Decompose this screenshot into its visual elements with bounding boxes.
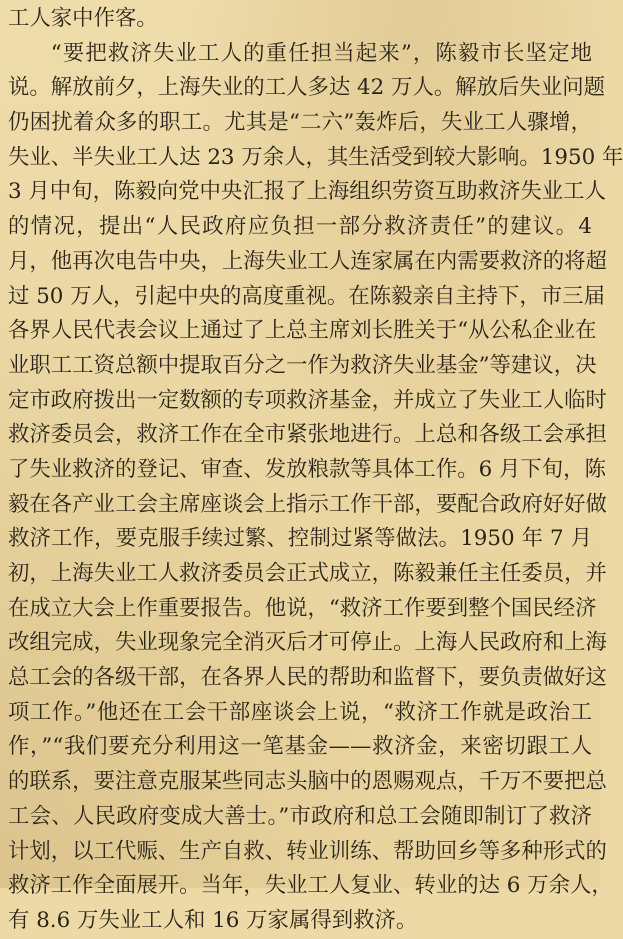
text-line: 救济工作，要克服手续过繁、控制过紧等做法。1950 年 7 月 [8,526,592,552]
text-line: “要把救济失业工人的重任担当起来”，陈毅市长坚定地 [50,40,592,66]
text-line: 说。解放前夕，上海失业的工人多达 42 万人。解放后失业问题 [8,75,605,101]
text-line: 月，他再次电告中央，上海失业工人连家属在内需要救济的将超 [8,248,607,274]
text-line: 仍困扰着众多的职工。尤其是“二六”轰炸后，失业工人骤增， [8,110,592,136]
body-text [8,2,623,939]
text-line: 的联系，要注意克服某些同志头脑中的恩赐观点，千万不要把总 [8,769,607,795]
text-line: 各界人民代表会议上通过了上总主席刘长胜关于“从公私企业在 [8,318,597,344]
text-line: 计划，以工代赈、生产自救、转业训练、帮助回乡等多种形式的 [8,838,607,864]
text-line: 毅在各产业工会主席座谈会上指示工作干部，要配合政府好好做 [8,491,607,517]
text-line: 过 50 万人，引起中央的高度重视。在陈毅亲自主持下，市三届 [8,283,605,309]
text-line: 总工会的各级干部，在各界人民的帮助和监督下，要负责做好这 [8,665,607,691]
text-line: 改组完成，失业现象完全消灭后才可停止。上海人民政府和上海 [8,630,607,656]
text-line: 在成立大会上作重要报告。他说，“救济工作要到整个国民经济 [8,595,597,621]
text-line: 工会、人民政府变成大善士。”市政府和总工会随即制订了救济 [8,803,592,829]
text-line: 失业、半失业工人达 23 万余人，其生活受到较大影响。1950 年 [8,144,623,170]
text-line: 初，上海失业工人救济委员会正式成立，陈毅兼任主任委员，并 [8,561,607,586]
text-line: 工人家中作客。 [8,6,158,31]
text-line: 救济委员会，救济工作在全市紧张地进行。上总和各级工会承担 [8,422,607,448]
text-line: 3 月中旬，陈毅向党中央汇报了上海组织劳资互助救济失业工人 [8,179,606,205]
text-line: 了失业救济的登记、审查、发放粮款等具体工作。6 月下旬，陈 [8,456,606,482]
text-line: 业职工工资总额中提取百分之一作为救济失业基金”等建议，决 [8,352,597,378]
text-line: 作，”“我们要充分利用这一笔基金——救济金，来密切跟工人 [8,734,592,760]
text-line: 的情况，提出“人民政府应负担一部分救济责任”的建议。4 [8,214,592,240]
text-line: 救济工作全面展开。当年，失业工人复业、转业的达 6 万余人， [8,873,613,899]
text-line: 项工作。”他还在工会干部座谈会上说，“救济工作就是政治工 [8,699,592,725]
text-line: 有 8.6 万失业工人和 16 万家属得到救济。 [8,907,418,933]
text-line: 定市政府拨出一定数额的专项救济基金，并成立了失业工人临时 [8,387,607,413]
